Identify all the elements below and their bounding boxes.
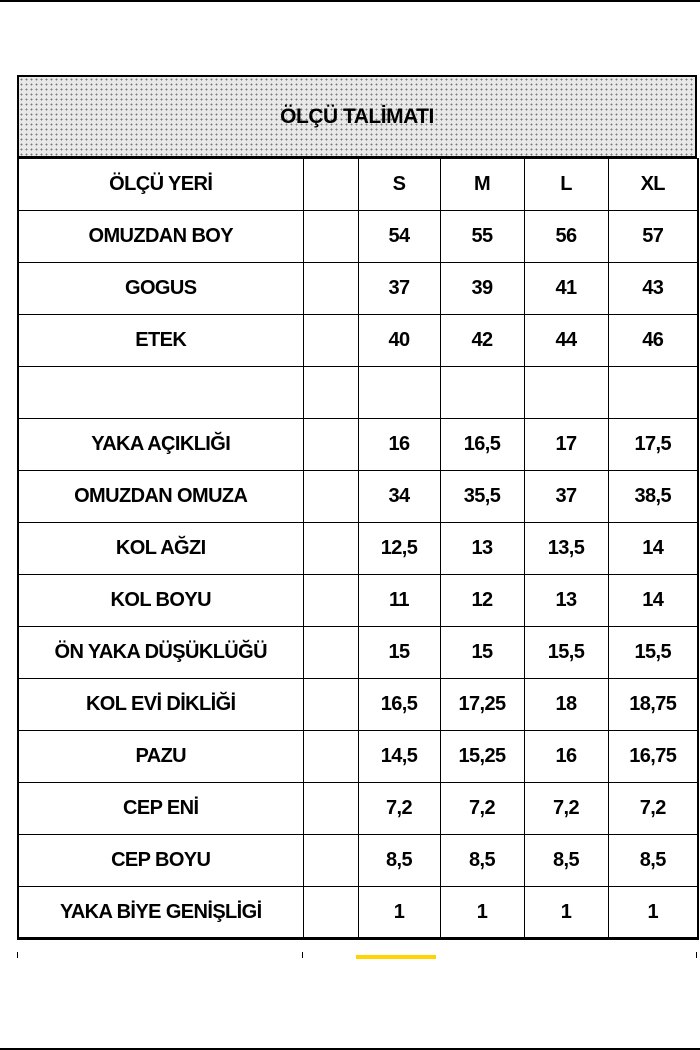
measurement-value: 55 — [440, 211, 524, 263]
table-row — [18, 783, 698, 835]
measurement-value: 34 — [358, 471, 440, 523]
measurement-value: 16,5 — [358, 679, 440, 731]
measurement-label: KOL AĞZI — [18, 523, 303, 575]
measurement-value: 7,2 — [608, 783, 698, 835]
measurement-value: 43 — [608, 263, 698, 315]
measurement-value: 44 — [524, 315, 608, 367]
measurement-value: 18,75 — [608, 679, 698, 731]
measurement-value: 16 — [524, 731, 608, 783]
blank-cell — [303, 679, 358, 731]
measurement-label: OMUZDAN BOY — [18, 211, 303, 263]
measurement-value: 1 — [358, 887, 440, 939]
measurement-value: 54 — [358, 211, 440, 263]
blank-cell — [303, 523, 358, 575]
measurement-label — [18, 367, 303, 419]
measurement-value: 57 — [608, 211, 698, 263]
table-row — [18, 731, 698, 783]
header-location: ÖLÇÜ YERİ — [18, 159, 303, 211]
table-row — [18, 211, 698, 263]
header-blank — [303, 159, 358, 211]
blank-cell — [303, 783, 358, 835]
measurement-label: CEP ENİ — [18, 783, 303, 835]
measurement-value: 1 — [440, 887, 524, 939]
top-border-line — [0, 0, 700, 2]
measurement-value: 17 — [524, 419, 608, 471]
measurement-value: 17,5 — [608, 419, 698, 471]
blank-cell — [303, 315, 358, 367]
measurement-label: YAKA AÇIKLIĞI — [18, 419, 303, 471]
measurement-value — [358, 367, 440, 419]
title-cell — [17, 75, 697, 158]
measurement-value: 8,5 — [440, 835, 524, 887]
measurement-label: GOGUS — [18, 263, 303, 315]
measurement-value: 1 — [608, 887, 698, 939]
table-row — [18, 575, 698, 627]
measurement-value: 14,5 — [358, 731, 440, 783]
table-row — [18, 835, 698, 887]
blank-cell — [303, 211, 358, 263]
measurement-value: 12,5 — [358, 523, 440, 575]
blank-cell — [303, 471, 358, 523]
measurement-value: 56 — [524, 211, 608, 263]
size-table — [17, 158, 699, 940]
measurement-value: 11 — [358, 575, 440, 627]
measurement-value: 13,5 — [524, 523, 608, 575]
measurement-value: 8,5 — [608, 835, 698, 887]
size-chart-sheet — [17, 75, 697, 960]
blank-cell — [303, 367, 358, 419]
table-row — [18, 679, 698, 731]
measurement-value: 15 — [440, 627, 524, 679]
selected-cell-marker — [356, 955, 436, 959]
table-row — [18, 471, 698, 523]
measurement-value: 15,5 — [608, 627, 698, 679]
blank-cell — [303, 835, 358, 887]
blank-cell — [303, 263, 358, 315]
measurement-label: ÖN YAKA DÜŞÜKLÜĞÜ — [18, 627, 303, 679]
measurement-value: 40 — [358, 315, 440, 367]
grid-tail — [696, 952, 697, 958]
blank-cell — [303, 627, 358, 679]
measurement-value: 14 — [608, 523, 698, 575]
measurement-label: KOL EVİ DİKLİĞİ — [18, 679, 303, 731]
measurement-value: 38,5 — [608, 471, 698, 523]
table-row — [18, 627, 698, 679]
measurement-value: 15 — [358, 627, 440, 679]
table-row — [18, 887, 698, 939]
header-size-xl: XL — [608, 159, 698, 211]
measurement-value: 35,5 — [440, 471, 524, 523]
chart-title: ÖLÇÜ TALİMATI — [280, 104, 434, 128]
measurement-value — [608, 367, 698, 419]
measurement-label: PAZU — [18, 731, 303, 783]
measurement-value: 14 — [608, 575, 698, 627]
measurement-value: 16,5 — [440, 419, 524, 471]
measurement-label: CEP BOYU — [18, 835, 303, 887]
table-row — [18, 315, 698, 367]
header-size-l: L — [524, 159, 608, 211]
measurement-value: 12 — [440, 575, 524, 627]
measurement-label: OMUZDAN OMUZA — [18, 471, 303, 523]
measurement-value: 37 — [524, 471, 608, 523]
measurement-value: 17,25 — [440, 679, 524, 731]
grid-tail — [302, 952, 303, 958]
blank-cell — [303, 731, 358, 783]
header-row — [18, 159, 698, 211]
blank-cell — [303, 419, 358, 471]
measurement-value: 15,25 — [440, 731, 524, 783]
measurement-value: 41 — [524, 263, 608, 315]
table-row — [18, 523, 698, 575]
measurement-value: 37 — [358, 263, 440, 315]
table-row — [18, 367, 698, 419]
measurement-value: 15,5 — [524, 627, 608, 679]
measurement-value: 7,2 — [440, 783, 524, 835]
measurement-value: 7,2 — [358, 783, 440, 835]
measurement-value: 42 — [440, 315, 524, 367]
measurement-value: 16,75 — [608, 731, 698, 783]
table-row — [18, 419, 698, 471]
measurement-value: 7,2 — [524, 783, 608, 835]
grid-tail — [17, 952, 18, 958]
measurement-value: 13 — [524, 575, 608, 627]
measurement-label: ETEK — [18, 315, 303, 367]
measurement-value: 8,5 — [358, 835, 440, 887]
measurement-label: YAKA BİYE GENİŞLİGİ — [18, 887, 303, 939]
measurement-value: 39 — [440, 263, 524, 315]
measurement-label: KOL BOYU — [18, 575, 303, 627]
measurement-value: 18 — [524, 679, 608, 731]
measurement-value: 13 — [440, 523, 524, 575]
measurement-value — [524, 367, 608, 419]
table-row — [18, 263, 698, 315]
measurement-value — [440, 367, 524, 419]
measurement-value: 1 — [524, 887, 608, 939]
blank-cell — [303, 575, 358, 627]
measurement-value: 8,5 — [524, 835, 608, 887]
header-size-s: S — [358, 159, 440, 211]
measurement-value: 46 — [608, 315, 698, 367]
blank-cell — [303, 887, 358, 939]
header-size-m: M — [440, 159, 524, 211]
measurement-value: 16 — [358, 419, 440, 471]
